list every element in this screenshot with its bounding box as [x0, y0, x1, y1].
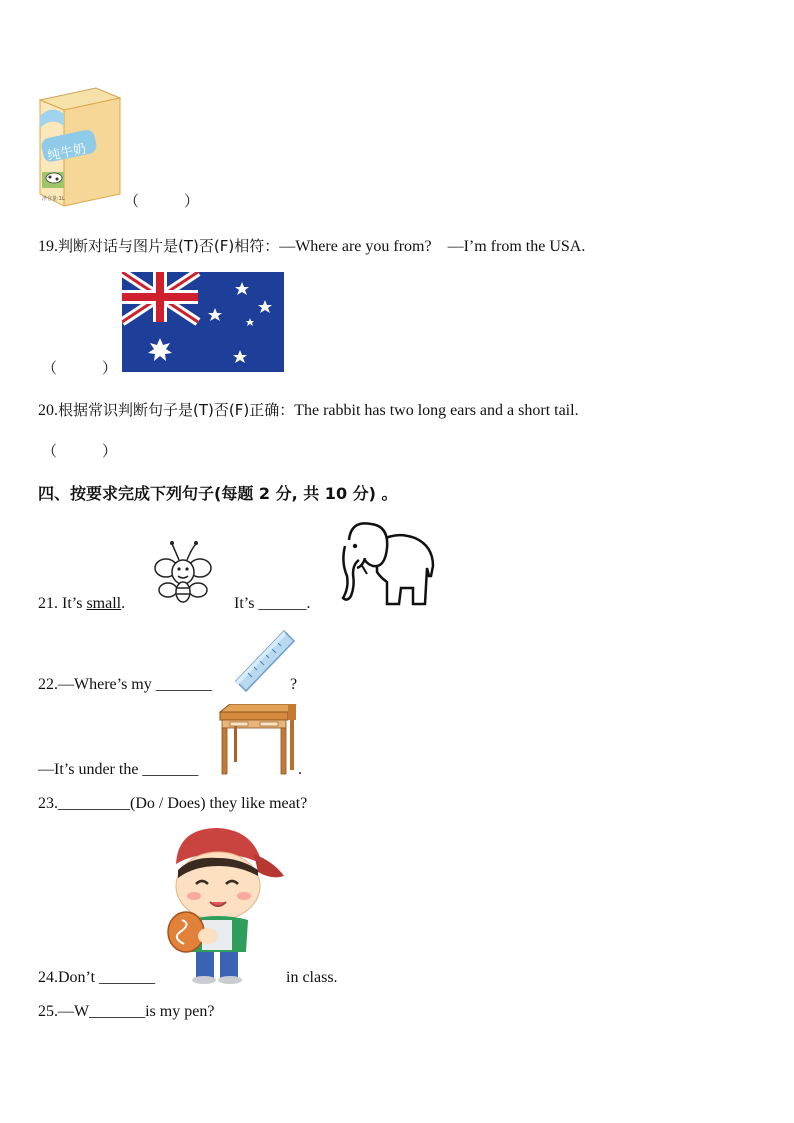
- q25-number: 25.: [38, 1003, 58, 1020]
- boy-eating-image: [162, 824, 286, 984]
- q25-blank[interactable]: _______: [89, 1003, 146, 1020]
- desk-image: [218, 704, 298, 776]
- q20-line: [38, 399, 579, 420]
- milk-box-small-text: 净含量:1L: [42, 196, 65, 202]
- q19-answer-paren: （ ）: [42, 359, 118, 377]
- q21-line-b: [234, 595, 310, 613]
- q22-text-b: —It’s under the: [38, 761, 143, 778]
- q25-text-a: —W: [58, 1003, 90, 1020]
- q22-blank-b[interactable]: _______: [142, 761, 199, 778]
- q25-line: [38, 1003, 214, 1021]
- bee-image: [152, 538, 214, 606]
- section-4-heading: 四、按要求完成下列句子(每题 2 分, 共 10 分) 。: [38, 484, 398, 503]
- q24-text-a: Don’t: [58, 969, 100, 986]
- q23-number: 23.: [38, 795, 58, 812]
- q22-line-b: [38, 761, 198, 779]
- q19-instruction: 判断对话与图片是(T)否(F)相符：: [58, 237, 280, 255]
- q21-number: 21: [38, 595, 54, 612]
- q20-instruction: 根据常识判断句子是(T)否(F)正确：: [58, 401, 295, 419]
- q24-text-b: in class.: [286, 969, 338, 986]
- q21-text-b: It’s: [234, 595, 259, 612]
- q22-line-a: [38, 676, 212, 694]
- milk-carton-image: [38, 86, 122, 210]
- q24-line: [38, 969, 155, 987]
- q25-text-b: is my pen?: [145, 1003, 215, 1020]
- q19-line: [38, 233, 585, 256]
- q22-text-a: —Where’s my: [58, 676, 156, 693]
- q22-number: 22.: [38, 676, 58, 693]
- ruler-image: [234, 629, 296, 693]
- q19-dialog: —Where are you from? —I’m from the USA.: [279, 238, 586, 255]
- q19-number: 19.: [38, 238, 58, 255]
- australia-flag-image: [122, 272, 284, 372]
- q20-answer-paren: （ ）: [42, 442, 118, 460]
- q24-blank[interactable]: _______: [99, 969, 156, 986]
- q22-question-mark: ?: [290, 676, 298, 693]
- q23-text: (Do / Does) they like meat?: [130, 795, 308, 812]
- q20-sentence: The rabbit has two long ears and a short tail.: [294, 402, 579, 419]
- q21-text-a: . It’s: [54, 595, 87, 612]
- q23-blank[interactable]: _________: [58, 795, 130, 812]
- q22-period: .: [298, 761, 302, 778]
- q24-number: 24.: [38, 969, 58, 986]
- q21-blank[interactable]: ______.: [258, 595, 311, 612]
- milk-box-label: 纯牛奶: [46, 141, 88, 165]
- q23-line: [38, 795, 307, 813]
- elephant-image: [337, 518, 437, 608]
- q21-period: .: [121, 595, 126, 612]
- q22-blank-a[interactable]: _______: [155, 676, 212, 693]
- q21-line: [38, 595, 125, 613]
- q20-number: 20.: [38, 402, 58, 419]
- q18-answer-paren: （ ）: [124, 192, 200, 210]
- q21-word-small: small: [86, 595, 122, 612]
